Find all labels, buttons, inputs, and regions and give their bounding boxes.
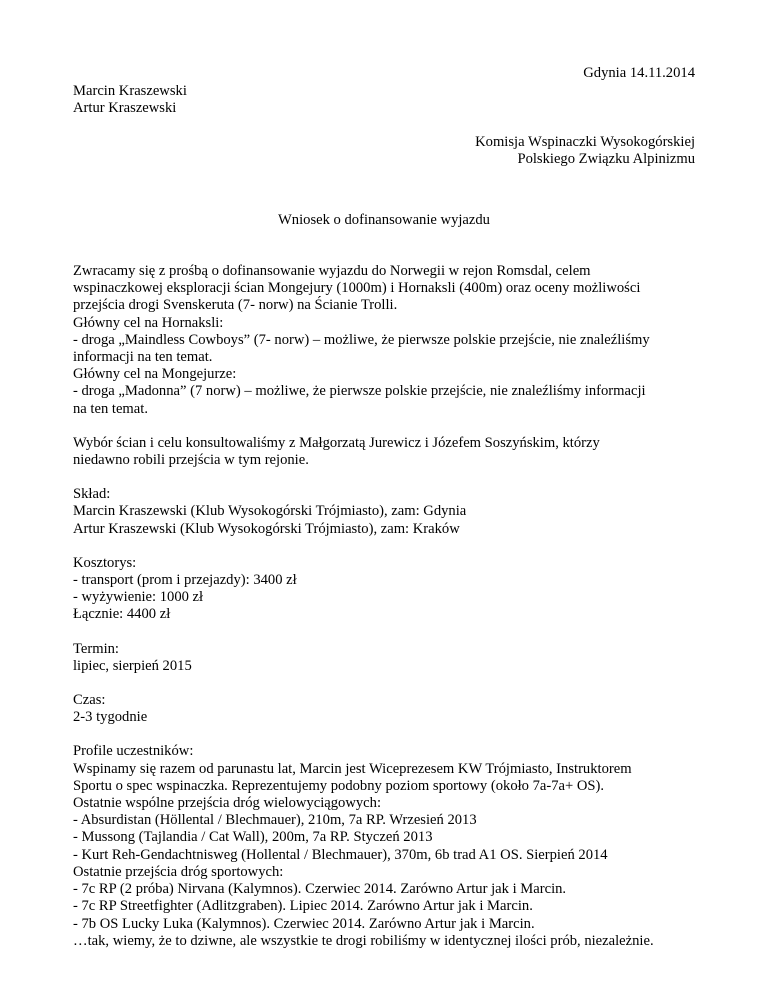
intro-paragraph — [73, 263, 713, 418]
text-line: Główny cel na Hornaksli: — [73, 314, 224, 331]
recipient-line: Polskiego Związku Alpinizmu — [517, 151, 695, 168]
section-heading: Termin: — [73, 640, 119, 657]
text-line: przejścia drogi Svenskeruta (7- norw) na Ścianie Trolli. — [73, 297, 398, 314]
section-heading: Kosztorys: — [73, 554, 137, 571]
text-line: na ten temat. — [73, 400, 148, 417]
text-line: - 7c RP (2 próba) Nirvana (Kalymnos). Czerwiec 2014. Zarówno Artur jak i Marcin. — [73, 881, 567, 898]
letter-subject: Wniosek o dofinansowanie wyjazdu — [278, 212, 490, 228]
text-line: niedawno robili przejścia w tym rejonie. — [73, 452, 309, 469]
text-line: - wyżywienie: 1000 zł — [73, 589, 204, 606]
profiles-section — [73, 743, 713, 949]
sender-name: Artur Kraszewski — [73, 100, 177, 117]
section-heading: Skład: — [73, 486, 111, 503]
sender-block — [73, 83, 187, 117]
text-line: - Kurt Reh-Gendachtnisweg (Hollental / Blechmauer), 370m, 6b trad A1 OS. Sierpień 2014 — [73, 846, 608, 863]
recipient-block — [475, 134, 695, 168]
text-line: 2-3 tygodnie — [73, 709, 148, 726]
letter-body — [73, 263, 713, 967]
text-line: wspinaczkowej eksploracji ścian Mongejury (1000m) i Hornaksli (400m) oraz oceny możliwości — [73, 280, 641, 297]
text-line: - 7b OS Lucky Luka (Kalymnos). Czerwiec 2014. Zarówno Artur jak i Marcin. — [73, 915, 535, 932]
term-section — [73, 641, 713, 675]
text-line: - Absurdistan (Höllental / Blechmauer), 210m, 7a RP. Wrzesień 2013 — [73, 812, 477, 829]
text-line: Ostatnie przejścia dróg sportowych: — [73, 863, 284, 880]
text-line: - 7c RP Streetfighter (Adlitzgraben). Lipiec 2014. Zarówno Artur jak i Marcin. — [73, 898, 533, 915]
team-section — [73, 486, 713, 538]
text-line: Główny cel na Mongejurze: — [73, 366, 237, 383]
letter-date: Gdynia 14.11.2014 — [583, 65, 695, 81]
consultation-paragraph — [73, 435, 713, 469]
budget-section — [73, 555, 713, 624]
text-line: - transport (prom i przejazdy): 3400 zł — [73, 572, 297, 589]
text-line: Artur Kraszewski (Klub Wysokogórski Trójmiasto), zam: Kraków — [73, 520, 460, 537]
text-line: Wspinamy się razem od parunastu lat, Marcin jest Wiceprezesem KW Trójmiasto, Instruktorem — [73, 760, 632, 777]
text-line: Ostatnie wspólne przejścia dróg wielowyciągowych: — [73, 795, 382, 812]
sender-name: Marcin Kraszewski — [73, 83, 187, 99]
text-line: …tak, wiemy, że to dziwne, ale wszystkie te drogi robiliśmy w identycznej ilości prób, niezależnie. — [73, 932, 654, 949]
section-heading: Czas: — [73, 692, 106, 709]
text-line: - Mussong (Tajlandia / Cat Wall), 200m, 7a RP. Styczeń 2013 — [73, 829, 433, 846]
text-line: Marcin Kraszewski (Klub Wysokogórski Trójmiasto), zam: Gdynia — [73, 503, 467, 520]
section-heading: Profile uczestników: — [73, 743, 194, 760]
text-line: - droga „Madonna” (7 norw) – możliwe, że pierwsze polskie przejście, nie znaleźliśmy informacji — [73, 383, 646, 400]
text-line: Wybór ścian i celu konsultowaliśmy z Małgorzatą Jurewicz i Józefem Soszyńskim, którzy — [73, 434, 600, 451]
text-line: Łącznie: 4400 zł — [73, 606, 171, 623]
duration-section — [73, 692, 713, 726]
text-line: Sportu o spec wspinaczka. Reprezentujemy podobny poziom sportowy (około 7a-7a+ OS). — [73, 777, 605, 794]
recipient-line: Komisja Wspinaczki Wysokogórskiej — [475, 134, 695, 150]
text-line: lipiec, sierpień 2015 — [73, 657, 192, 674]
text-line: Zwracamy się z prośbą o dofinansowanie wyjazdu do Norwegii w rejon Romsdal, celem — [73, 263, 591, 279]
text-line: informacji na ten temat. — [73, 349, 213, 366]
text-line: - droga „Maindless Cowboys” (7- norw) – możliwe, że pierwsze polskie przejście, nie znaleźliśmy — [73, 331, 650, 348]
